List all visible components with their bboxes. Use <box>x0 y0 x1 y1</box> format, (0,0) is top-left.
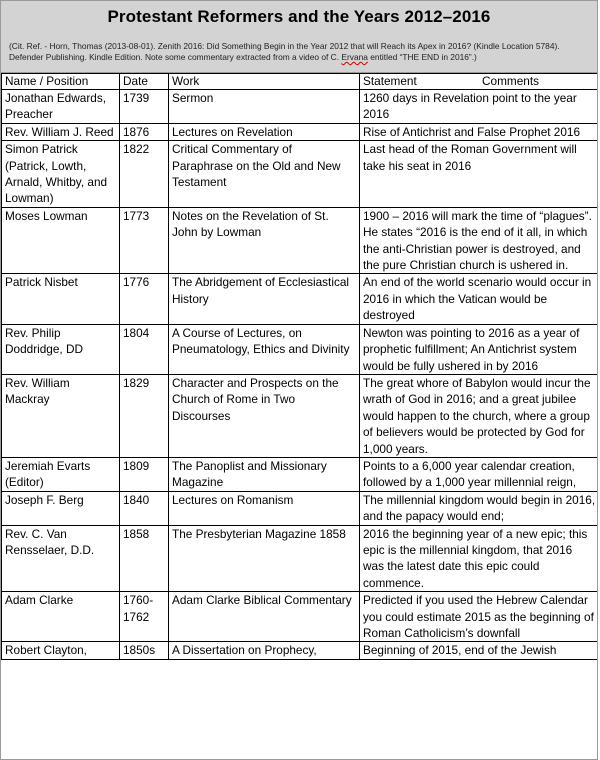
cell-work: Notes on the Revelation of St. John by Lowman <box>169 207 360 274</box>
cell-work: The Presbyterian Magazine 1858 <box>169 525 360 592</box>
cell-statement: Last head of the Roman Government will take his seat in 2016 <box>360 141 599 208</box>
cell-statement: The great whore of Babylon would incur the wrath of God in 2016; and a great jubilee would happen to the church, where a group of believers would be protected by God for 1,000 years. <box>360 374 599 457</box>
cell-date: 1804 <box>120 324 169 374</box>
cell-name: Simon Patrick (Patrick, Lowth, Arnald, Whitby, and Lowman) <box>2 141 120 208</box>
table-row <box>2 642 599 659</box>
cell-date: 1739 <box>120 90 169 124</box>
cell-work: The Abridgement of Ecclesiastical History <box>169 274 360 324</box>
cell-name: Jeremiah Evarts (Editor) <box>2 457 120 491</box>
cell-date: 1829 <box>120 374 169 457</box>
cell-date: 1850s <box>120 642 169 659</box>
cell-statement: Rise of Antichrist and False Prophet 2016 <box>360 123 599 140</box>
column-header-work: Work <box>169 74 360 90</box>
cell-work: A Course of Lectures, on Pneumatology, Ethics and Divinity <box>169 324 360 374</box>
cell-name: Rev. William Mackray <box>2 374 120 457</box>
cell-work: Character and Prospects on the Church of Rome in Two Discourses <box>169 374 360 457</box>
cell-date: 1760-1762 <box>120 592 169 642</box>
cell-statement: Points to a 6,000 year calendar creation, followed by a 1,000 year millennial reign, <box>360 457 599 491</box>
cell-statement: 1900 – 2016 will mark the time of “plagues”. He states “2016 is the end of it all, in which the anti-Christian power is destroyed, and the pure Christian church is ushered in. <box>360 207 599 274</box>
citation-text-end: entitled “THE END in 2016”.) <box>367 52 477 62</box>
cell-work: Adam Clarke Biblical Commentary <box>169 592 360 642</box>
column-header-comments: Comments <box>479 74 598 90</box>
table-header-row <box>2 74 599 90</box>
table-row <box>2 592 599 642</box>
cell-name: Adam Clarke <box>2 592 120 642</box>
cell-statement: The millennial kingdom would begin in 2016, and the papacy would end; <box>360 491 599 525</box>
citation-text: (Cit. Ref. - Horn, Thomas (2013-08-01). Zenith 2016: Did Something Begin in the Year 2012 that will Reach its Apex in 2016? (Kindle Location 5784). Defender Publishing. Kindle Edition. Note some commentary extracted from a video of C. <box>9 41 560 62</box>
cell-statement: Newton was pointing to 2016 as a year of prophetic fulfillment; An Antichrist system would be fully ushered in by 2016 <box>360 324 599 374</box>
cell-date: 1876 <box>120 123 169 140</box>
cell-date: 1822 <box>120 141 169 208</box>
column-header-name: Name / Position <box>2 74 120 90</box>
column-header-statement: Statement <box>360 74 480 90</box>
cell-date: 1776 <box>120 274 169 324</box>
document-header <box>1 1 597 73</box>
cell-statement: 1260 days in Revelation point to the year 2016 <box>360 90 599 124</box>
cell-name: Joseph F. Berg <box>2 491 120 525</box>
cell-statement: Predicted if you used the Hebrew Calendar you could estimate 2015 as the beginning of Roman Catholicism’s downfall <box>360 592 599 642</box>
table-row <box>2 90 599 124</box>
column-header-date: Date <box>120 74 169 90</box>
document-title: Protestant Reformers and the Years 2012–2016 <box>107 7 491 26</box>
cell-name: Moses Lowman <box>2 207 120 274</box>
table-row <box>2 141 599 208</box>
table-row <box>2 491 599 525</box>
table-row <box>2 324 599 374</box>
cell-work: Critical Commentary of Paraphrase on the Old and New Testament <box>169 141 360 208</box>
table-row <box>2 525 599 592</box>
cell-name: Rev. William J. Reed <box>2 123 120 140</box>
cell-name: Patrick Nisbet <box>2 274 120 324</box>
table-row <box>2 123 599 140</box>
table-row <box>2 374 599 457</box>
table-row <box>2 274 599 324</box>
table-row <box>2 207 599 274</box>
table-row <box>2 457 599 491</box>
cell-date: 1809 <box>120 457 169 491</box>
cell-work: A Dissertation on Prophecy, <box>169 642 360 659</box>
cell-name: Rev. C. Van Rensselaer, D.D. <box>2 525 120 592</box>
cell-date: 1840 <box>120 491 169 525</box>
cell-name: Robert Clayton, <box>2 642 120 659</box>
cell-name: Jonathan Edwards, Preacher <box>2 90 120 124</box>
cell-work: Lectures on Romanism <box>169 491 360 525</box>
cell-statement: 2016 the beginning year of a new epic; this epic is the millennial kingdom, that 2016 was the latest date this epic could commence. <box>360 525 599 592</box>
citation-author-name: Ervana <box>341 52 368 62</box>
citation-note <box>9 41 589 63</box>
cell-date: 1858 <box>120 525 169 592</box>
cell-statement: An end of the world scenario would occur in 2016 in which the Vatican would be destroyed <box>360 274 599 324</box>
cell-work: The Panoplist and Missionary Magazine <box>169 457 360 491</box>
cell-work: Lectures on Revelation <box>169 123 360 140</box>
cell-date: 1773 <box>120 207 169 274</box>
cell-work: Sermon <box>169 90 360 124</box>
cell-statement: Beginning of 2015, end of the Jewish <box>360 642 599 659</box>
cell-name: Rev. Philip Doddridge, DD <box>2 324 120 374</box>
reformers-table <box>1 73 598 660</box>
